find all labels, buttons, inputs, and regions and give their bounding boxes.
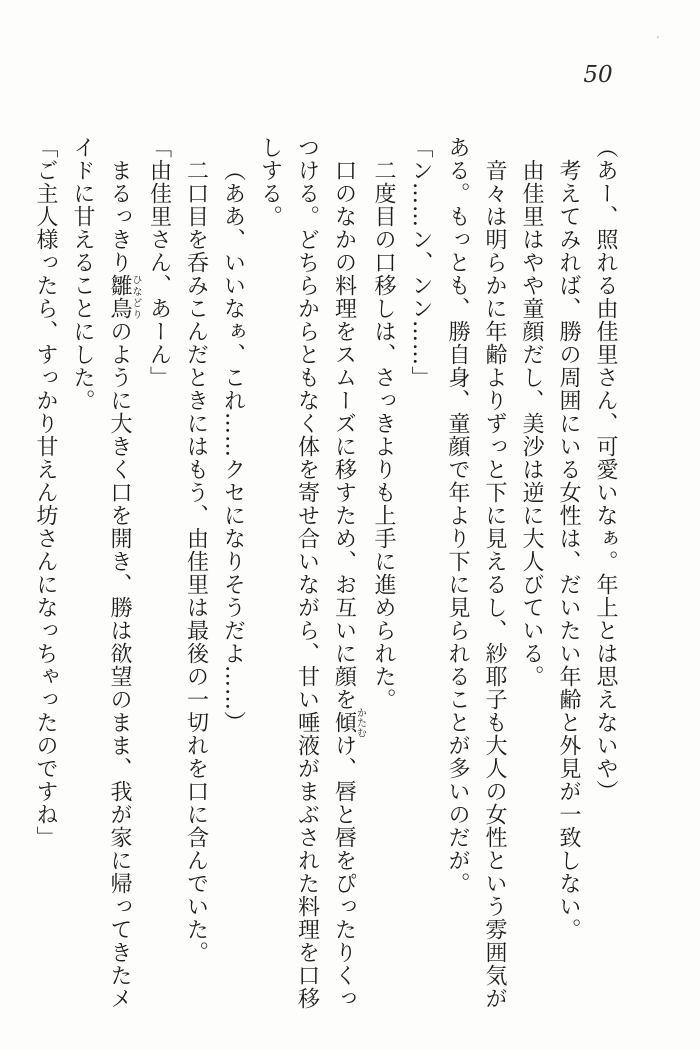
text-line: 「由佳里さん、あーん」 xyxy=(146,136,172,389)
furigana: ひなどり xyxy=(130,274,141,320)
furigana: かたむ xyxy=(354,707,366,738)
text-line: 「ン……ン、ンン……」 xyxy=(408,136,433,389)
page-number: 50 xyxy=(583,62,613,88)
ruby-annotated-word: 傾かたむ xyxy=(331,707,366,738)
text-line: 二度目の口移しは、さっきよりも上手に進められた。 xyxy=(371,159,396,711)
text-line: つける。どちらからともなく体を寄せ合いながら、甘い唾液がまぶされた料理を口移 xyxy=(294,136,320,1010)
text-line: （ああ、いいなぁ、これ……クセになりそうだよ……） xyxy=(220,159,246,734)
text-line: （あー、照れる由佳里さん、可愛いなぁ。年上とは思えないや） xyxy=(593,136,618,803)
text-line: 「ご主人様ったら、すっかり甘えん坊さんになっちゃったのですね」 xyxy=(33,136,58,849)
ruby-annotated-word: 雛鳥ひなどり xyxy=(107,274,141,320)
text-block xyxy=(27,136,624,1016)
scan-artifact-mark: ʼ xyxy=(653,33,660,48)
text-line: しする。 xyxy=(257,136,283,228)
text-line: イドに甘えることにした。 xyxy=(70,136,95,412)
text-line: まるっきり雛鳥ひなどりのように大きく口を開き、勝は欲望のまま、我が家に帰ってきたメ xyxy=(107,159,141,1010)
text-line: 由佳里はやや童顔だし、美沙は逆に大人びている。 xyxy=(519,159,544,688)
text-line: ある。もっとも、勝自身、童顔で年より下に見られることが多いのだが。 xyxy=(445,136,470,895)
text-line: 考えてみれば、勝の周囲にいる女性は、だいたい年齢と外見が一致しない。 xyxy=(556,159,581,941)
text-line: 音々は明らかに年齢よりずっと下に見えるし、紗耶子も大人の女性という雰囲気が xyxy=(482,159,507,1010)
text-line: 口のなかの料理をスムーズに移すため、お互いに顔を傾かたむけ、唇と唇をぴったりくっ xyxy=(331,159,366,1010)
text-line: 二口目を呑みこんだときにはもう、由佳里は最後の一切れを口に含んでいた。 xyxy=(183,159,209,964)
